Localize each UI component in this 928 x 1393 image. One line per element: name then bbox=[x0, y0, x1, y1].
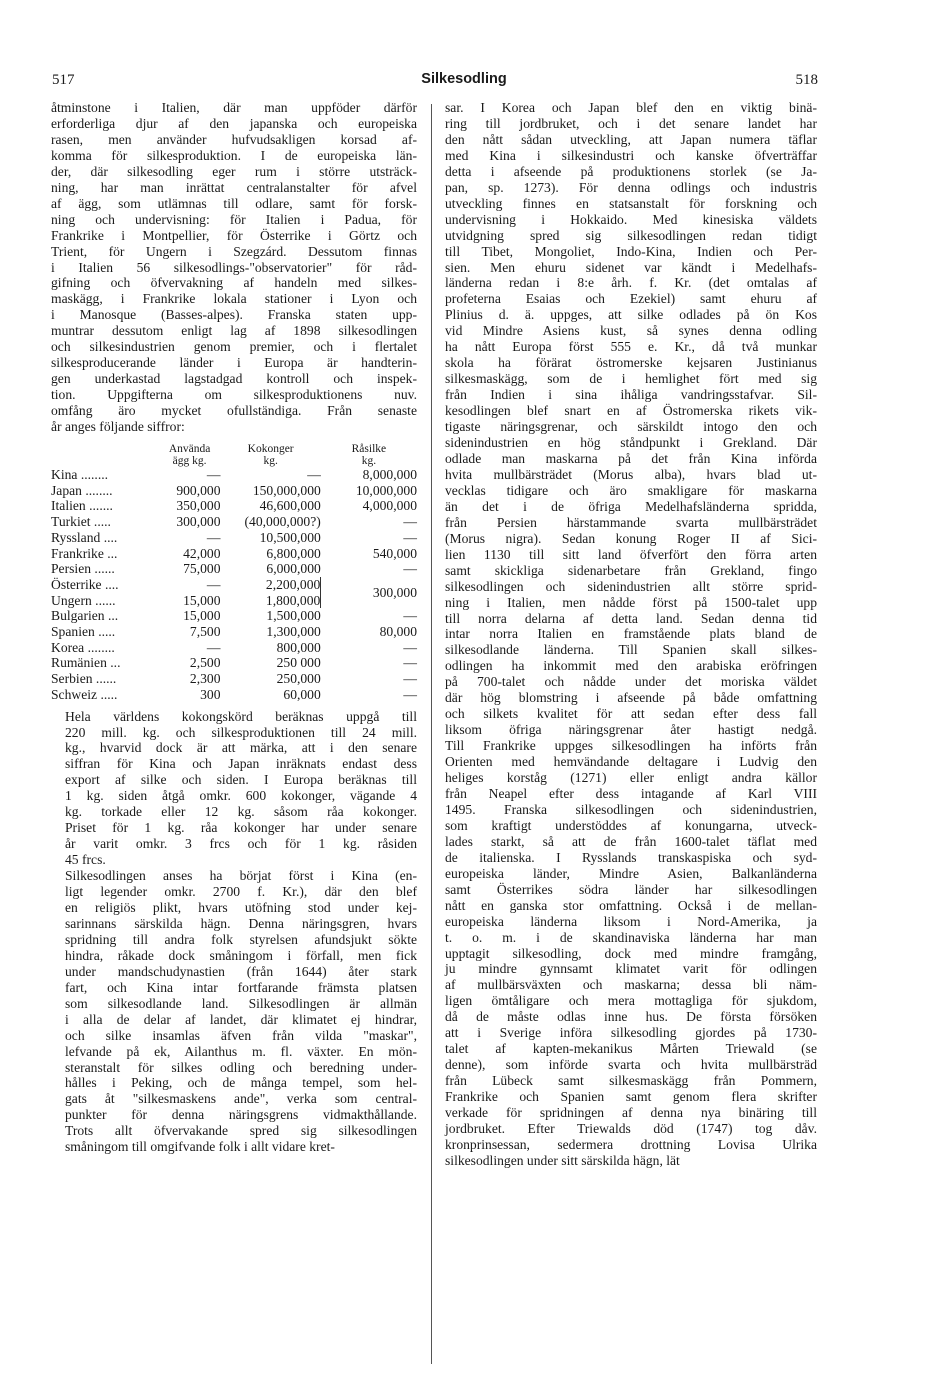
value-cell: (40,000,000?) bbox=[244, 514, 321, 530]
text-line: att i Sverige införa silkesodling gjordes på 1730- bbox=[445, 1025, 817, 1041]
text-line: länderna redan i 8:e årh. f. Kr. (det omtalas af bbox=[445, 275, 817, 291]
text-line: silkesodlingen under sitt särskilda hägn, lät bbox=[445, 1152, 680, 1168]
page-number-right: 518 bbox=[795, 72, 818, 88]
table-row bbox=[51, 546, 417, 562]
text-line: (Morus nigra). Sedan konung Roger II af Sici- bbox=[445, 530, 817, 546]
text-line: Hela världens kokongskörd beräknas uppgå till bbox=[65, 708, 417, 724]
table-row bbox=[51, 483, 417, 499]
column-header-cocoons: Kokonger kg. bbox=[247, 443, 294, 468]
text-line: sidenindustrien en hög ståndpunkt i Grekland. Där bbox=[445, 435, 817, 451]
text-line: liksom öfriga näringsgrenar åter hastigt nedgå. bbox=[445, 722, 817, 738]
country-cell: Österrike .... bbox=[51, 576, 119, 592]
text-line: till Tibet, Mongoliet, Indo-Kina, Indien och Per- bbox=[445, 243, 817, 259]
text-line: gen underkastad lagstadgad kontroll och inspek- bbox=[51, 371, 417, 387]
text-line: silkesodlingen och sidenindustrien allt större sprid- bbox=[445, 578, 817, 594]
text-line: spridning till andra folk styrelsen afundsjukt sökte bbox=[65, 931, 417, 947]
text-line: ligen ömtåligare och mera mottagliga för sjukdom, bbox=[445, 993, 817, 1009]
text-line: ning och undervisning: för Italien i Padua, för bbox=[51, 211, 417, 227]
text-line: lefvande på ek, Ailanthus m. fl. växter. En mön- bbox=[65, 1043, 417, 1059]
table-row bbox=[51, 467, 417, 483]
text-line: där hög blomstring i afseende på både omfattning bbox=[445, 690, 817, 706]
text-line: export af silke och siden. I Europa beräknas till bbox=[65, 772, 417, 788]
value-cell: 46,600,000 bbox=[259, 498, 321, 514]
text-line: jordbruket. Efter Triewalds död (1747) tog dåv. bbox=[445, 1121, 817, 1136]
table-row bbox=[51, 640, 417, 656]
value-cell: — bbox=[403, 686, 417, 702]
text-line: 220 mill. kg. och silkesproduktionen till 24 mill. bbox=[65, 724, 417, 740]
value-cell: 300,000 bbox=[321, 577, 417, 608]
text-line: från Neapel efter dess intagande af Karl VIII bbox=[445, 785, 817, 801]
value-cell: 42,000 bbox=[183, 545, 221, 561]
country-cell: Ryssland .... bbox=[51, 529, 118, 545]
text-line: gifning och öfvervakning af handeln med silkes- bbox=[51, 275, 417, 291]
text-line: pan, sp. 1273). För denna odlings och industris bbox=[445, 179, 817, 195]
text-line: tigaste näringsgrenar, och särskildt intogo den och bbox=[445, 419, 817, 435]
text-line: i Italien 56 silkesodlings-"observatorier" för råd- bbox=[51, 259, 417, 275]
table-header-row bbox=[51, 443, 417, 467]
table-row bbox=[51, 577, 417, 593]
text-line: intar norra Italien en framstående plats bland de bbox=[445, 626, 817, 642]
country-cell: Turkiet ..... bbox=[51, 514, 111, 530]
text-line: silkesproducerande länder i Europa är handterin- bbox=[51, 355, 417, 371]
country-cell: Schweiz ..... bbox=[51, 686, 118, 702]
text-line: år anges följande siffror: bbox=[51, 419, 185, 435]
paragraph-2 bbox=[51, 709, 417, 869]
text-line: maskägg, i Frankrike lokala stationer i Lyon och bbox=[51, 291, 417, 307]
value-cell: 250 000 bbox=[276, 655, 321, 671]
country-cell: Persien ...... bbox=[51, 561, 115, 577]
text-line: under mandschudynastien (från 1644) åter stark bbox=[65, 963, 417, 979]
text-line: t. o. m. i de skandinaviska länderna har man bbox=[445, 929, 817, 945]
text-line: odlade man maskarna på det från Kina införda bbox=[445, 450, 817, 466]
text-line: Orienten med hemvändande deltagare i Ludvig den bbox=[445, 754, 817, 770]
text-line: utvidgning spred sig silkesodlingen redan tidigt bbox=[445, 227, 817, 243]
value-cell: 7,500 bbox=[189, 624, 221, 640]
text-line: samt Österrikes södra länder har silkesodlingen bbox=[445, 881, 817, 897]
value-cell: 800,000 bbox=[276, 639, 321, 655]
text-line: heliges korståg (1271) eller enligt andra källor bbox=[445, 770, 817, 786]
value-cell: 900,000 bbox=[176, 482, 221, 498]
text-line: lades starkt, så att de från 1600-talet täflat med bbox=[445, 833, 817, 849]
text-line: de italienska. I Rysslands transkaspiska och syd- bbox=[445, 849, 817, 865]
country-cell: Japan ........ bbox=[51, 482, 113, 498]
text-line: silkesmaskägg, som de i hemlighet fört med sig bbox=[445, 371, 817, 387]
value-cell: 350,000 bbox=[176, 498, 221, 514]
text-line: europeiska länder, Mindre Asien, Balkanländerna bbox=[445, 865, 817, 881]
text-line: talet af kapten-mekanikus Mårten Triewald (se bbox=[445, 1041, 817, 1057]
text-line: Silkesodlingen anses ha börjat först i Kina (en- bbox=[65, 868, 417, 884]
text-line: kg. torkade eller 12 kg. såsom råa kokonger. bbox=[65, 804, 417, 820]
country-cell: Ungern ...... bbox=[51, 592, 116, 608]
value-cell: 75,000 bbox=[183, 561, 221, 577]
text-line: i Manosque (Basses-alpes). Franska staten upp- bbox=[51, 307, 417, 323]
text-line: vecklas tidigare och äro smakligare för maskarna bbox=[445, 482, 817, 498]
value-cell: 6,800,000 bbox=[266, 545, 321, 561]
text-line: från Persien härstammande svarta mullbärsträdet bbox=[445, 514, 817, 530]
text-line: Trient, för Ungern i Szegzárd. Dessutom finnas bbox=[51, 243, 417, 259]
text-line: sar. I Korea och Japan blef den en viktig binä- bbox=[445, 100, 817, 115]
country-cell: Rumänien ... bbox=[51, 655, 121, 671]
country-cell: Serbien ...... bbox=[51, 671, 117, 687]
country-cell: Kina ........ bbox=[51, 467, 109, 483]
value-cell: 300,000 bbox=[176, 514, 221, 530]
value-cell: 2,300 bbox=[189, 671, 221, 687]
country-cell: Bulgarien ... bbox=[51, 608, 119, 624]
table-row bbox=[51, 624, 417, 640]
text-line: af mullbärsväxten och maskarna; dessa bli näm- bbox=[445, 977, 817, 993]
value-cell: 6,000,000 bbox=[266, 561, 321, 577]
table-row bbox=[51, 608, 417, 624]
text-line: Frankrike och Spanien samt genom flera skrifter bbox=[445, 1089, 817, 1105]
text-line: och silke insamlas äfven från vilda "maskar", bbox=[65, 1027, 417, 1043]
text-line: i alla de delar af landet, där klimatet ej hindrar, bbox=[65, 1011, 417, 1027]
paragraph-1 bbox=[51, 100, 417, 435]
text-line: som silkesodlande land. Silkesodlingen är allmän bbox=[65, 995, 417, 1011]
country-cell: Italien ....... bbox=[51, 498, 113, 514]
text-line: verkade för spridningen af denna nya binäring till bbox=[445, 1105, 817, 1121]
text-line: än det i de öfriga Medelhafsländerna spridda, bbox=[445, 498, 817, 514]
text-line: rasen, men använder hufvudsakligen korsad af- bbox=[51, 131, 417, 147]
text-line: omfång äro mycket ofullständiga. Från senaste bbox=[51, 403, 417, 419]
text-line: ju mindre gynnsamt klimatet varit för odlingen bbox=[445, 961, 817, 977]
text-line: ligt legender omkr. 2700 f. Kr.), där den blef bbox=[65, 884, 417, 900]
text-line: tion. Uppgifterna om silkesproduktionens nuv. bbox=[51, 387, 417, 403]
value-cell: 1,300,000 bbox=[266, 624, 321, 640]
value-cell: — bbox=[403, 655, 417, 671]
value-cell: — bbox=[403, 639, 417, 655]
text-line: kesodlingen blef snart en af Östromerska rikets vik- bbox=[445, 403, 817, 419]
text-line: åtminstone i Italien, där man uppföder därför bbox=[51, 100, 417, 115]
country-cell: Frankrike ... bbox=[51, 545, 118, 561]
text-line: sien. Men ehuru sidenet var kändt i Medelhafs- bbox=[445, 259, 817, 275]
text-line: ha nått Europa först 555 e. Kr., då två munkar bbox=[445, 339, 817, 355]
value-cell: — bbox=[206, 529, 221, 545]
text-line: sarinnans särskilda hägn. Denna näringsgren, hvars bbox=[65, 915, 417, 931]
text-line: småningom till omgifvande folk i allt vidare kret- bbox=[65, 1139, 335, 1155]
text-line: europeiska länderna liksom i Nord-Amerika, ja bbox=[445, 913, 817, 929]
table-row bbox=[51, 514, 417, 530]
text-line: som kraftigt understöddes af konungarna, utveck- bbox=[445, 817, 817, 833]
text-line: år varit omkr. 3 frcs och för 1 kg. råsiden bbox=[65, 836, 417, 852]
value-cell: 150,000,000 bbox=[252, 482, 321, 498]
country-cell: Spanien ..... bbox=[51, 624, 116, 640]
value-cell: 80,000 bbox=[379, 624, 417, 640]
text-line: samt skickliga sidenarbetare från Grekland, fingo bbox=[445, 562, 817, 578]
text-line: kronprinsessan, sedermera drottning Lovisa Ulrika bbox=[445, 1136, 817, 1152]
value-cell: 15,000 bbox=[183, 608, 221, 624]
text-line: med Kina i silkesindustri och kanske öfverträffar bbox=[445, 147, 817, 163]
column-divider bbox=[431, 104, 432, 1364]
text-line: odlingen ha inkommit med den arabiska eröfringen bbox=[445, 658, 817, 674]
silk-production-table bbox=[51, 443, 417, 703]
text-line: från Indien i sina ihåliga vandringsstafvar. Sil- bbox=[445, 387, 817, 403]
value-cell: — bbox=[403, 608, 417, 624]
text-line: Frankrike i Montpellier, för Österrike i Görtz och bbox=[51, 227, 417, 243]
value-cell: 250,000 bbox=[276, 671, 321, 687]
value-cell: — bbox=[403, 514, 417, 530]
value-cell: 1,800,000 bbox=[265, 592, 321, 608]
column-header-raw-silk: Råsilke kg. bbox=[351, 443, 387, 468]
value-cell: — bbox=[403, 561, 417, 577]
page-title: Silkesodling bbox=[421, 71, 507, 87]
text-line: kg., hvarvid dock är att märka, att i den senare bbox=[65, 740, 417, 756]
text-line: och silkesindustrien genom premier, och i flertalet bbox=[51, 339, 417, 355]
text-line: Till Frankrike uppges silkesodlingen ha införts från bbox=[445, 738, 817, 754]
table-row bbox=[51, 561, 417, 577]
table-row bbox=[51, 671, 417, 687]
text-line: ning, har man inrättat centralanstalter för afvel bbox=[51, 179, 417, 195]
text-line: då de måste odlas inne hus. De första försöken bbox=[445, 1009, 817, 1025]
text-line: undervisning i Hokkaido. Med kinesiska väldets bbox=[445, 211, 817, 227]
text-line: en religiös plikt, hvars utöfning stod under kej- bbox=[65, 900, 417, 915]
text-line: från Lübeck samt silkesmaskägg från Pommern, bbox=[445, 1073, 817, 1089]
text-line: ning i Italien, men nådde först på 1500-talet upp bbox=[445, 594, 817, 610]
text-line: der, där silkesodling eger rum i större utsträck- bbox=[51, 163, 417, 179]
text-line: utveckling finnes en statsanstalt för forskning och bbox=[445, 195, 817, 211]
value-cell: 1,500,000 bbox=[266, 608, 321, 624]
value-cell: 15,000 bbox=[183, 592, 221, 608]
column-header-eggs: Använda ägg kg. bbox=[168, 443, 211, 468]
text-line: Plinius d. ä. uppges, att silke odlades på ön Kos bbox=[445, 307, 817, 323]
text-line: hindra, råkade dock småningom i förfall, men fick bbox=[65, 947, 417, 963]
text-line: lien 1130 till sitt land öfverfört den förra arten bbox=[445, 546, 817, 562]
text-line: hvita mullbärsträdet (Morus alba), hvars blad ut- bbox=[445, 466, 817, 482]
text-line: på 700-talet och nådde under det moriska väldet bbox=[445, 674, 817, 690]
value-cell: 10,000,000 bbox=[355, 482, 417, 498]
page-number-left: 517 bbox=[52, 72, 75, 88]
text-line: gats åt "silkesmaskens ande", verka som central- bbox=[65, 1091, 417, 1107]
left-column bbox=[51, 100, 417, 1155]
value-cell: — bbox=[206, 576, 221, 592]
right-column bbox=[445, 100, 817, 1169]
value-cell: 2,200,000 bbox=[265, 576, 321, 592]
value-cell: 300 bbox=[200, 686, 221, 702]
value-cell: 2,500 bbox=[189, 655, 221, 671]
text-line: erforderliga djur af den japanska och europeiska bbox=[51, 115, 417, 131]
text-line: till norra delarna af detta land. Sedan denna tid bbox=[445, 610, 817, 626]
paragraph-right bbox=[445, 100, 817, 1169]
text-line: 1495. Franska silkesodlingen och sidenindustrien, bbox=[445, 801, 817, 817]
text-line: af ägg, som utlämnas till odlare, samt för forsk- bbox=[51, 195, 417, 211]
text-line: 45 frcs. bbox=[65, 852, 106, 868]
text-line: ring till jordbruket, och i det senare landet har bbox=[445, 115, 817, 131]
table-row bbox=[51, 530, 417, 546]
text-line: muntrar dessutom enligt lag af 1898 silkesodlingen bbox=[51, 323, 417, 339]
value-cell: 540,000 bbox=[372, 545, 417, 561]
text-line: siffran för Kina och Japan inräknats endast dess bbox=[65, 756, 417, 772]
text-line: silkesodlande länderna. Till Spanien skall silkes- bbox=[445, 642, 817, 658]
text-line: detta i afseende på produktionens storlek (se Ja- bbox=[445, 163, 817, 179]
text-line: punkter för denna näringsgrens vidmakthållande. bbox=[65, 1107, 417, 1123]
value-cell: 60,000 bbox=[283, 686, 321, 702]
text-line: nått en ganska stor omfattning. Också i de mellan- bbox=[445, 897, 817, 913]
text-line: och silkets kvalitet för att sedan efter dess fall bbox=[445, 706, 817, 722]
text-line: profeterna Esaias och Ezekiel) samt ehuru af bbox=[445, 291, 817, 307]
text-line: fart, och Kina intar fortfarande främsta platsen bbox=[65, 979, 417, 995]
text-line: steranstalt för silkes odling och beredning under- bbox=[65, 1059, 417, 1075]
text-line: Priset för 1 kg. råa kokonger har under senare bbox=[65, 820, 417, 836]
value-cell: 8,000,000 bbox=[362, 467, 417, 483]
text-line: hålles i Peking, och de många tempel, som hel- bbox=[65, 1075, 417, 1091]
text-line: upptagit silkesodling, dock med mindre framgång, bbox=[445, 945, 817, 961]
value-cell: — bbox=[206, 467, 221, 483]
value-cell: — bbox=[403, 529, 417, 545]
text-line: vid Mindre Asiens kust, så synes denna odling bbox=[445, 323, 817, 339]
text-line: skola ha förärat östromerske kejsaren Justinianus bbox=[445, 355, 817, 371]
text-line: denne), som införde svarta och hvita mullbärsträd bbox=[445, 1057, 817, 1073]
paragraph-3 bbox=[51, 868, 417, 1155]
value-cell: 10,500,000 bbox=[259, 529, 321, 545]
value-cell: — bbox=[206, 639, 221, 655]
table-row bbox=[51, 498, 417, 514]
text-line: Trots allt öfvervakande spred sig silkesodlingen bbox=[65, 1123, 417, 1139]
text-line: 1 kg. siden åtgå omkr. 600 kokonger, vägande 4 bbox=[65, 788, 417, 804]
text-line: komma för silkesproduktion. I de europeiska län- bbox=[51, 147, 417, 163]
text-line: den nått sådan utveckling, att Japan numera täflar bbox=[445, 131, 817, 147]
value-cell: 4,000,000 bbox=[362, 498, 417, 514]
table-row bbox=[51, 687, 417, 703]
value-cell: — bbox=[307, 467, 321, 483]
table-row bbox=[51, 655, 417, 671]
value-cell: — bbox=[403, 671, 417, 687]
country-cell: Korea ........ bbox=[51, 639, 115, 655]
